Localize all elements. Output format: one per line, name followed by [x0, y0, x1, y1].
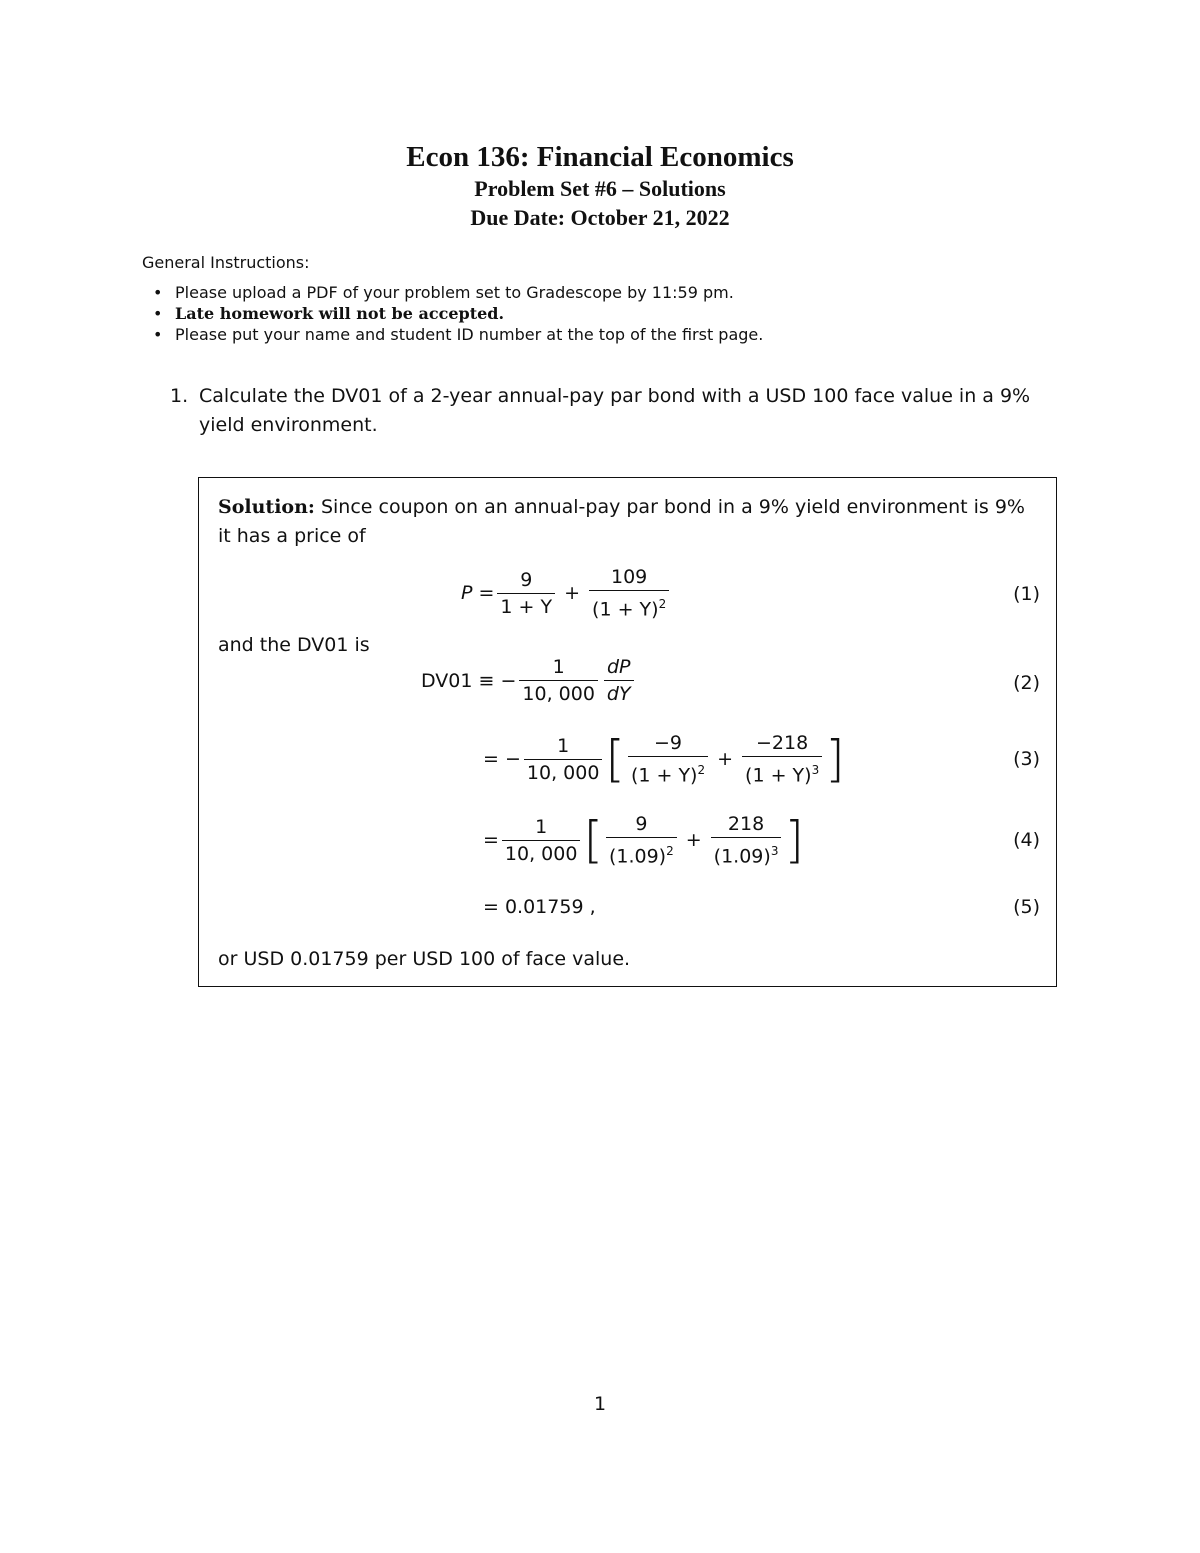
solution-middle-text: and the DV01 is — [218, 634, 370, 656]
list-item — [153, 324, 1072, 345]
fraction — [711, 813, 782, 867]
bullet-icon: • — [153, 304, 163, 323]
fraction — [628, 732, 708, 786]
exponent: 2 — [658, 597, 667, 611]
plus-sign: + — [717, 748, 734, 771]
denominator — [606, 837, 677, 867]
document-title: Econ 136: Financial Economics — [406, 141, 794, 173]
instructions-list — [142, 282, 1072, 345]
question-text: Calculate the DV01 of a 2-year annual-pay par bond with a USD 100 face value in a 9% yield environment. — [199, 385, 1031, 436]
numerator: 1 — [557, 734, 570, 757]
denominator: 10, 000 — [519, 680, 598, 705]
fraction — [502, 816, 581, 865]
plus-sign: + — [564, 582, 581, 605]
numerator: 9 — [635, 813, 648, 835]
fraction — [519, 656, 598, 705]
instruction-text: Please upload a PDF of your problem set to Gradescope by 11:59 pm. — [175, 283, 734, 302]
denominator: 10, 000 — [524, 759, 603, 784]
numerator: −9 — [654, 732, 683, 754]
denominator-base: (1 + Y) — [745, 764, 812, 787]
denominator — [628, 756, 708, 786]
numerator: 9 — [520, 568, 533, 591]
solution-closing-text: or USD 0.01759 per USD 100 of face value. — [218, 948, 631, 970]
solution-intro — [218, 493, 1043, 551]
equation-number: (4) — [1013, 829, 1040, 851]
numerator: 109 — [611, 566, 648, 588]
fraction — [606, 813, 677, 867]
instruction-text: Please put your name and student ID number at the top of the first page. — [175, 325, 764, 344]
denominator: dY — [604, 680, 634, 705]
denominator-base: (1 + Y) — [630, 764, 698, 787]
eq-lhs: DV01 ≡ − — [421, 669, 517, 692]
question-number: 1. — [170, 385, 189, 407]
right-bracket: ] — [784, 811, 804, 870]
denominator — [742, 756, 822, 786]
equation-number: (5) — [1013, 896, 1040, 918]
fraction — [604, 656, 634, 705]
equation-number: (2) — [1013, 672, 1040, 694]
exponent: 3 — [770, 844, 779, 858]
plus-sign: + — [685, 829, 702, 852]
equation-number: (1) — [1013, 583, 1040, 605]
solution-label: Solution: — [218, 496, 315, 518]
exponent: 3 — [811, 763, 820, 777]
fraction — [589, 566, 669, 620]
denominator-base: (1.09) — [713, 845, 771, 868]
eq-lhs: P = — [461, 582, 495, 605]
denominator — [589, 590, 669, 620]
numerator: 1 — [535, 815, 548, 838]
left-bracket: [ — [605, 730, 625, 789]
equation-5: = 0.01759 , — [483, 896, 596, 918]
fraction — [742, 732, 822, 786]
denominator-base: (1 + Y) — [592, 598, 659, 621]
left-bracket: [ — [583, 811, 603, 870]
numerator: dP — [606, 656, 631, 678]
numerator: 218 — [727, 813, 765, 835]
denominator — [711, 837, 782, 867]
list-item — [153, 282, 1072, 303]
page-number: 1 — [593, 1393, 607, 1415]
numerator: −218 — [756, 732, 809, 754]
list-item — [153, 303, 1072, 324]
instruction-text: Late homework will not be accepted. — [175, 304, 505, 323]
instructions-heading: General Instructions: — [142, 253, 310, 272]
equation-number: (3) — [1013, 748, 1040, 770]
equation-1 — [461, 566, 672, 620]
eq-lhs: = − — [483, 748, 521, 771]
document-subtitle: Problem Set #6 – Solutions — [474, 176, 726, 201]
general-instructions — [142, 252, 1072, 345]
right-bracket: ] — [825, 730, 845, 789]
solution-intro-text: Since coupon on an annual-pay par bond in a 9% yield environment is 9% it has a price of — [218, 496, 1025, 547]
due-date: Due Date: October 21, 2022 — [470, 205, 730, 230]
fraction — [497, 569, 555, 618]
bullet-icon: • — [153, 283, 163, 302]
solution-box — [198, 477, 1057, 987]
numerator: 1 — [552, 656, 565, 678]
eq-lhs: = — [483, 829, 499, 852]
title-block — [0, 140, 1200, 232]
denominator: 1 + Y — [497, 593, 555, 618]
question-1 — [170, 382, 1070, 440]
fraction — [524, 735, 603, 784]
equation-2 — [421, 656, 637, 705]
equation-4 — [483, 811, 804, 870]
equation-3 — [483, 730, 845, 789]
exponent: 2 — [666, 844, 674, 858]
bullet-icon: • — [153, 325, 163, 344]
denominator: 10, 000 — [502, 840, 581, 865]
exponent: 2 — [697, 763, 706, 777]
denominator-base: (1.09) — [608, 845, 667, 868]
